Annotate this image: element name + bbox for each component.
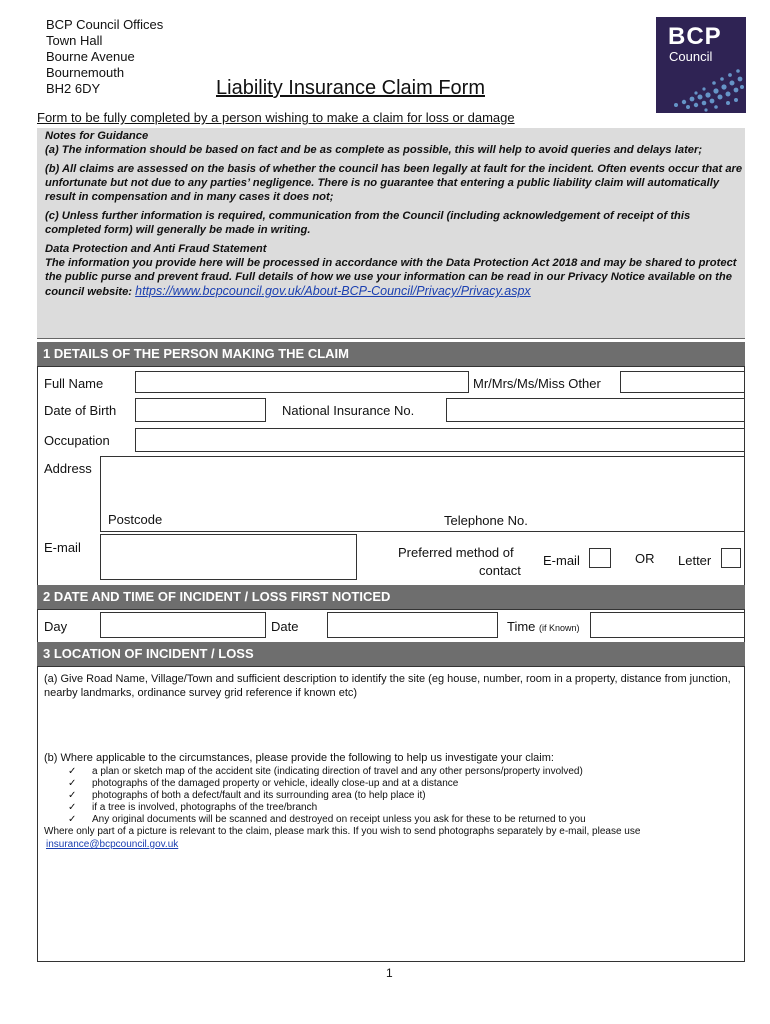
check-icon: ✓: [68, 778, 77, 789]
checklist-item: [68, 778, 738, 790]
time-label-text: Time: [507, 619, 536, 634]
date-label: Date: [271, 619, 299, 634]
date-of-birth-label: Date of Birth: [44, 403, 117, 418]
note-b: (b) All claims are assessed on the basis of whether the council has been legally at fault for the incident. Often events occur that are unfortunate but not due to any parties’ negligence. There is no guarantee that entering a public liability claim will automatically result in compensation and in many cases it does not;: [45, 163, 743, 203]
telephone-label: Telephone No.: [444, 513, 528, 528]
page-number: 1: [386, 966, 393, 980]
email-field[interactable]: [100, 534, 357, 580]
check-icon: ✓: [68, 802, 77, 813]
postcode-label: Postcode: [108, 512, 163, 527]
day-label: Day: [44, 619, 68, 634]
address-field[interactable]: [100, 456, 745, 532]
location-instructions-a: (a) Give Road Name, Village/Town and sufficient description to identify the site (eg house, number, room in a property, distance from junction, nearby landmarks, ordinance survey grid reference if known etc): [44, 673, 731, 699]
occupation-label: Occupation: [44, 433, 110, 448]
address-line: BH2 6DY: [46, 81, 101, 96]
section-2-header: 2 DATE AND TIME OF INCIDENT / LOSS FIRST NOTICED: [37, 585, 745, 609]
time-label: [507, 619, 580, 634]
checklist-item-text: photographs of both a defect/fault and its surrounding area (to help place it): [92, 790, 426, 801]
form-subtitle: Form to be fully completed by a person wishing to make a claim for loss or damage: [37, 110, 515, 125]
check-icon: ✓: [68, 790, 77, 801]
date-of-birth-field[interactable]: [135, 398, 266, 422]
address-line: BCP Council Offices: [46, 17, 164, 32]
address-line: Town Hall: [46, 33, 103, 48]
time-field[interactable]: [590, 612, 745, 638]
logo-text-council: Council: [669, 49, 713, 64]
logo-dots-graphic: [656, 17, 746, 113]
contact-email-option-label: E-mail: [543, 553, 580, 568]
council-address: [46, 17, 163, 97]
title-field[interactable]: [620, 371, 745, 393]
date-field[interactable]: [327, 612, 498, 638]
insurance-email-link[interactable]: insurance@bcpcouncil.gov.uk: [46, 839, 179, 850]
contact-letter-option-label: Letter: [678, 553, 712, 568]
data-protection-heading: Data Protection and Anti Fraud Statement: [45, 243, 267, 255]
location-instructions-b: (b) Where applicable to the circumstances, please provide the following to help us investigate your claim:: [44, 752, 554, 764]
check-icon: ✓: [68, 814, 77, 825]
full-name-label: Full Name: [44, 376, 104, 391]
address-line: Bournemouth: [46, 65, 125, 80]
privacy-notice-link[interactable]: https://www.bcpcouncil.gov.uk/About-BCP-Council/Privacy/Privacy.aspx: [135, 284, 531, 298]
photo-note: Where only part of a picture is relevant to the claim, please mark this. If you wish to send photographs separately by e-mail, please use: [44, 826, 641, 837]
or-label: OR: [635, 551, 655, 566]
guidance-notes-panel: [37, 128, 745, 339]
national-insurance-label: National Insurance No.: [282, 403, 415, 418]
bcp-council-logo: [656, 17, 746, 113]
preferred-contact-label-2: contact: [479, 563, 521, 578]
note-c: (c) Unless further information is required, communication from the Council (including acknowledgement of receipt of this completed form) will generally be made in writing.: [45, 210, 691, 236]
checklist-item-text: if a tree is involved, photographs of the tree/branch: [92, 802, 318, 813]
evidence-checklist: [68, 766, 738, 826]
occupation-field[interactable]: [135, 428, 745, 452]
national-insurance-field[interactable]: [446, 398, 745, 422]
title-label: Mr/Mrs/Ms/Miss Other: [473, 376, 601, 391]
note-a: (a) The information should be based on fact and be as complete as possible, this will help to avoid queries and delays later;: [45, 144, 703, 156]
address-label: Address: [44, 461, 92, 476]
checklist-item: [68, 802, 738, 814]
section-3-header: 3 LOCATION OF INCIDENT / LOSS: [37, 642, 745, 666]
logo-text-bcp: BCP: [668, 23, 722, 50]
time-if-known-note: (if Known): [539, 623, 580, 633]
form-title: Liability Insurance Claim Form: [216, 77, 485, 99]
check-icon: ✓: [68, 766, 77, 777]
checklist-item-text: Any original documents will be scanned and destroyed on receipt unless you ask for these to be returned to you: [92, 814, 586, 825]
preferred-contact-label: Preferred method of: [398, 545, 514, 560]
checklist-item: [68, 814, 738, 826]
day-field[interactable]: [100, 612, 266, 638]
address-line: Bourne Avenue: [46, 49, 135, 64]
full-name-field[interactable]: [135, 371, 469, 393]
checklist-item: [68, 790, 738, 802]
checklist-item-text: a plan or sketch map of the accident site (indicating direction of travel and any other persons/property involved): [92, 766, 583, 777]
section-1-header: 1 DETAILS OF THE PERSON MAKING THE CLAIM: [37, 342, 745, 366]
checklist-item: [68, 766, 738, 778]
contact-email-checkbox[interactable]: [589, 548, 611, 568]
checklist-item-text: photographs of the damaged property or vehicle, ideally close-up and at a distance: [92, 778, 459, 789]
data-protection-text: The information you provide here will be processed in accordance with the Data Protection Act 2018 and may be shared to protect the public purse and prevent fraud. Full details of how we use your information can be read in our Privacy Notice available on the council website:: [45, 257, 737, 298]
email-label: E-mail: [44, 540, 81, 555]
notes-heading: Notes for Guidance: [45, 130, 149, 142]
contact-letter-checkbox[interactable]: [721, 548, 741, 568]
